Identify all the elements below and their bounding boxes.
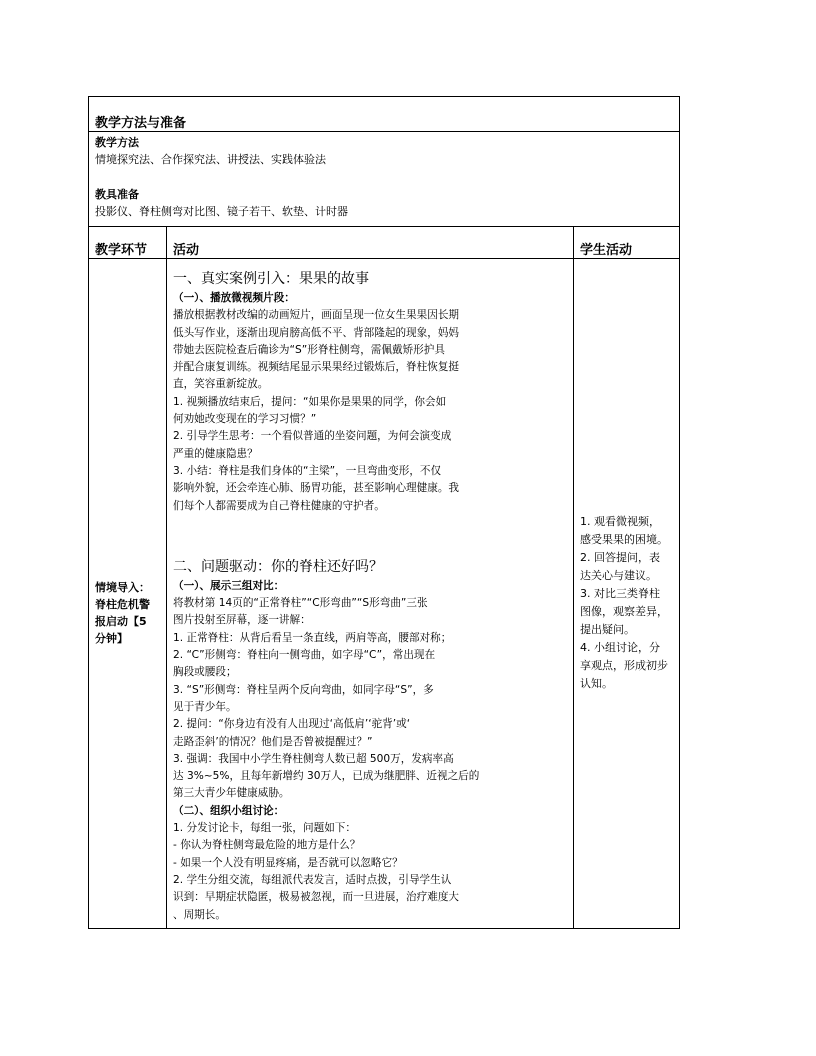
part1-title: 一、真实案例引入：果果的故事 xyxy=(173,271,369,287)
student-line: 认知。 xyxy=(580,677,613,691)
text-line: 2. 引导学生思考：一个看似普通的坐姿问题，为何会演变成 xyxy=(173,430,452,443)
text-line: 胸段或腰段； xyxy=(173,666,237,679)
lesson-plan-document xyxy=(88,96,680,929)
student-line: 3. 对比三类脊柱 xyxy=(580,587,660,601)
text-line: 1. 视频播放结束后，提问：“如果你是果果的同学，你会如 xyxy=(173,395,447,408)
tools-text: 投影仪、脊柱侧弯对比图、镜子若干、软垫、计时器 xyxy=(95,205,348,218)
text-line: 2. 学生分组交流，每组派代表发言，适时点拨，引导学生认 xyxy=(173,873,452,886)
header-stage: 教学环节 xyxy=(89,227,167,259)
text-line: 2. “C”形侧弯：脊柱向一侧弯曲，如字母“C”，常出现在 xyxy=(173,649,436,662)
part1-body xyxy=(173,307,567,515)
stage-line: 情境导入： xyxy=(95,581,150,595)
methods-text: 情境探究法、合作探究法、讲授法、实践体验法 xyxy=(95,153,326,166)
text-line: 1. 正常脊柱：从背后看呈一条直线，两肩等高，腰部对称； xyxy=(173,631,452,644)
part2-body xyxy=(173,595,567,803)
text-line: 见于青少年。 xyxy=(173,700,237,713)
student-line: 提出疑问。 xyxy=(580,623,635,637)
part2-body-2 xyxy=(173,820,567,924)
header-student: 学生活动 xyxy=(574,227,680,259)
part2-subtitle-1: （一）、展示三组对比： xyxy=(173,579,285,592)
text-line: 影响外貌，还会牵连心肺、肠胃功能，甚至影响心理健康。我 xyxy=(173,482,460,495)
lesson-plan-table xyxy=(88,96,680,929)
text-line: 们每个人都需要成为自己脊柱健康的守护者。 xyxy=(173,499,385,512)
student-activity-cell xyxy=(574,259,680,929)
part2-title: 二、问题驱动：你的脊柱还好吗？ xyxy=(173,558,383,575)
stage-line: 分钟】 xyxy=(95,632,128,646)
student-activity-body xyxy=(580,513,671,693)
text-line: 2. 提问：“你身边有没有人出现过‘高低肩’‘驼背’或‘ xyxy=(173,718,411,731)
text-line: 低头写作业，逐渐出现肩膀高低不平、背部隆起的现象，妈妈 xyxy=(173,326,460,339)
text-line: 播放根据教材改编的动画短片，画面呈现一位女生果果因长期 xyxy=(173,309,460,322)
part2-subtitle-2: （二）、组织小组讨论： xyxy=(173,804,285,817)
text-line: 图片投射至屏幕，逐一讲解： xyxy=(173,614,311,627)
stage-cell xyxy=(89,259,167,929)
methods-section-body xyxy=(89,132,680,227)
text-line: 直，笑容重新绽放。 xyxy=(173,378,269,391)
activity-cell xyxy=(167,259,574,929)
text-line: 、周期长。 xyxy=(173,908,226,921)
text-line: 识到：早期症状隐匿，极易被忽视，而一旦进展，治疗难度大 xyxy=(173,891,460,904)
text-line: 严重的健康隐患？ xyxy=(173,447,258,460)
student-line: 1. 观看微视频， xyxy=(580,515,660,529)
header-activity: 活动 xyxy=(167,227,574,259)
student-line: 享观点，形成初步 xyxy=(580,659,668,673)
student-line: 感受果果的困境。 xyxy=(580,533,668,547)
student-line: 图像，观察差异， xyxy=(580,605,668,619)
text-line: 将教材第 14页的“正常脊柱”“C形弯曲”“S形弯曲”三张 xyxy=(173,597,428,610)
text-line: 并配合康复训练。视频结尾显示果果经过锻炼后，脊柱恢复挺 xyxy=(173,361,460,374)
text-line: - 你认为脊柱侧弯最危险的地方是什么？ xyxy=(173,839,361,852)
student-line: 4. 小组讨论，分 xyxy=(580,641,660,655)
student-line: 达关心与建议。 xyxy=(580,569,657,583)
stage-line: 脊柱危机警 xyxy=(95,598,150,612)
methods-section-title: 教学方法与准备 xyxy=(89,97,680,132)
text-line: 3. 强调：我国中小学生脊柱侧弯人数已超 500万，发病率高 xyxy=(173,752,454,765)
text-line: 第三大青少年健康威胁。 xyxy=(173,787,290,800)
part1-subtitle: （一）、播放微视频片段： xyxy=(173,292,295,304)
text-line: 走路歪斜’的情况？他们是否曾被提醒过？” xyxy=(173,735,373,748)
text-line: 带她去医院检查后确诊为“S”形脊柱侧弯，需佩戴矫形护具 xyxy=(173,343,445,356)
tools-label: 教具准备 xyxy=(95,188,139,201)
text-line: 3. “S”形侧弯：脊柱呈两个反向弯曲，如同字母“S”，多 xyxy=(173,683,434,696)
stage-line: 报启动【5 xyxy=(95,615,147,629)
text-line: 1. 分发讨论卡，每组一张，问题如下： xyxy=(173,822,356,835)
text-line: 达 3%~5%，且每年新增约 30万人，已成为继肥胖、近视之后的 xyxy=(173,770,480,783)
text-line: 3. 小结：脊柱是我们身体的“主梁”，一旦弯曲变形，不仅 xyxy=(173,464,442,477)
text-line: - 如果一个人没有明显疼痛，是否就可以忽略它？ xyxy=(173,856,403,869)
text-line: 何劝她改变现在的学习习惯？” xyxy=(173,413,317,426)
methods-label: 教学方法 xyxy=(95,136,139,149)
student-line: 2. 回答提问，表 xyxy=(580,551,660,565)
